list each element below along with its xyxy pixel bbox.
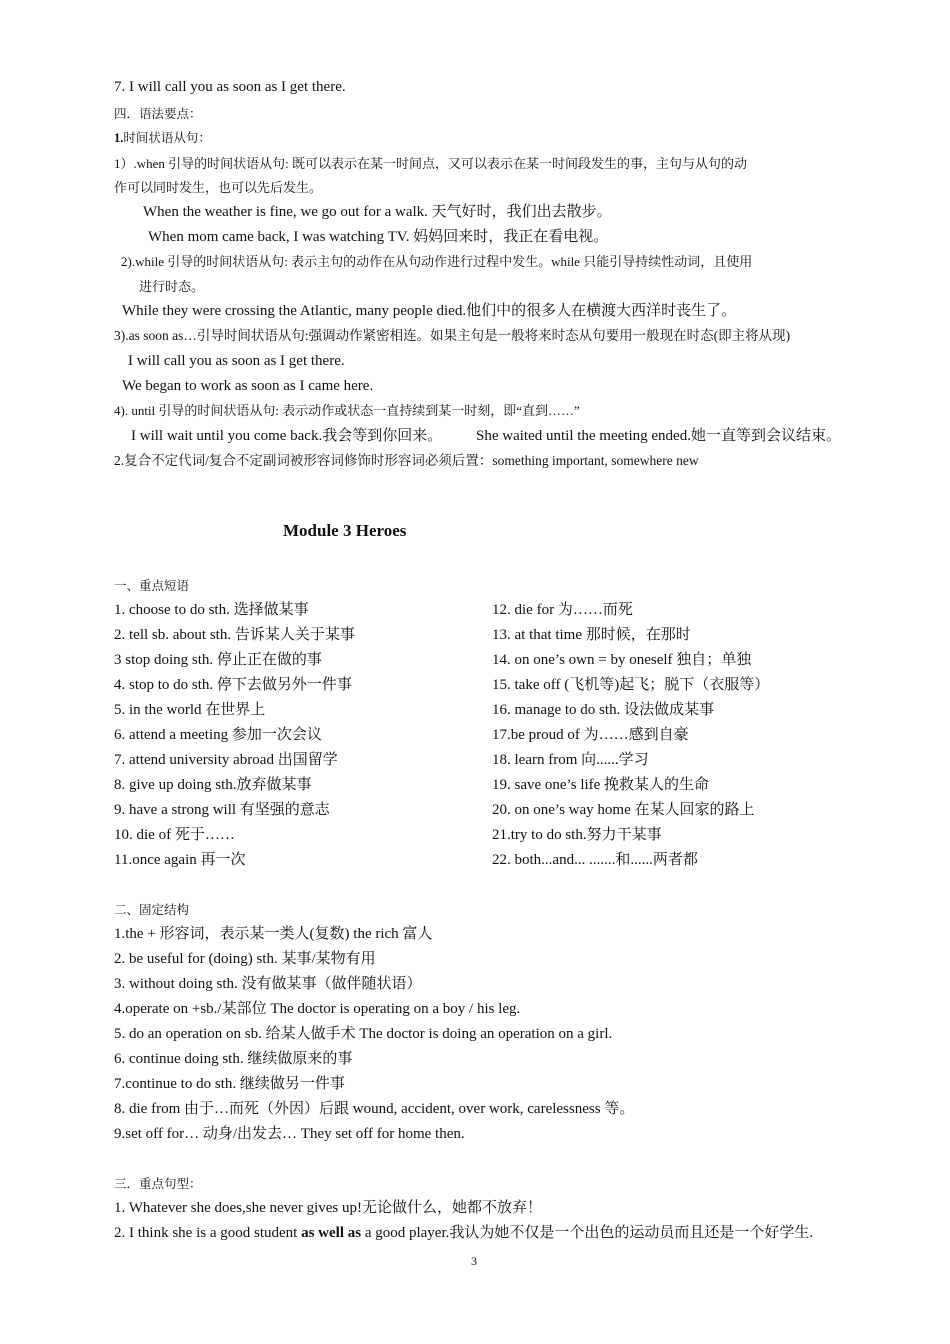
list-item: 1. choose to do sth. 选择做某事 (114, 602, 309, 618)
key-sentence (114, 1224, 813, 1242)
list-item: 20. on one’s way home 在某人回家的路上 (492, 802, 755, 818)
key-sentence: 1. Whatever she does,she never gives up!无论做什么，她都不放弃！ (114, 1200, 542, 1216)
list-item: 3. without doing sth. 没有做某事（做伴随状语） (114, 976, 422, 992)
list-item: 4.operate on +sb./某部位 The doctor is operating on a boy / his leg. (114, 1001, 521, 1017)
text-line: 7. I will call you as soon as I get there. (114, 79, 346, 95)
text-line: 3).as soon as…引导时间状语从句:强调动作紧密相连。如果主句是一般将来时态从句要用一般现在时态(即主将从现) (114, 328, 791, 343)
section-heading: 二、固定结构 (114, 903, 190, 917)
section-heading: 四．语法要点： (114, 107, 202, 121)
list-item: 18. learn from 向......学习 (492, 752, 649, 768)
example-sentence: I will wait until you come back.我会等到你回来。 (131, 428, 443, 444)
list-item: 3 stop doing sth. 停止正在做的事 (114, 652, 322, 668)
list-item: 5. do an operation on sb. 给某人做手术 The doctor is doing an operation on a girl. (114, 1026, 613, 1042)
list-item: 1.the + 形容词，表示某一类人(复数) the rich 富人 (114, 926, 433, 942)
list-item: 9.set off for… 动身/出发去… They set off for home then. (114, 1126, 465, 1142)
key-sentence-end: a good player.我认为她不仅是一个出色的运动员而且还是一个好学生. (361, 1225, 814, 1241)
list-item: 8. give up doing sth.放弃做某事 (114, 777, 312, 793)
list-item: 4. stop to do sth. 停下去做另外一件事 (114, 677, 352, 693)
subsection-label: 时间状语从句： (123, 131, 211, 145)
example-sentence: She waited until the meeting ended.她一直等到会议结束。 (476, 428, 841, 444)
list-item: 7. attend university abroad 出国留学 (114, 752, 338, 768)
example-sentence: We began to work as soon as I came here. (122, 378, 374, 394)
list-item: 19. save one’s life 挽救某人的生命 (492, 777, 710, 793)
list-item: 12. die for 为……而死 (492, 602, 633, 618)
key-sentence-start: 2. I think she is a good student (114, 1225, 302, 1241)
list-item: 15. take off (飞机等)起飞；脱下（衣服等） (492, 677, 770, 693)
key-phrase-bold: as well as (301, 1225, 362, 1241)
text-line: 进行时态。 (139, 279, 205, 294)
text-line: 4). until 引导的时间状语从句: 表示动作或状态一直持续到某一时刻，即“直到……” (114, 403, 580, 418)
example-sentence: I will call you as soon as I get there. (128, 353, 345, 369)
text-line: 1）.when 引导的时间状语从句: 既可以表示在某一时间点，又可以表示在某一时间段发生的事，主句与从句的动 (114, 156, 748, 171)
list-item: 7.continue to do sth. 继续做另一件事 (114, 1076, 345, 1092)
list-item: 10. die of 死于…… (114, 827, 235, 843)
list-item: 17.be proud of 为……感到自豪 (492, 727, 689, 743)
subsection-heading (114, 129, 211, 147)
example-sentence: When the weather is fine, we go out for a walk. 天气好时，我们出去散步。 (143, 204, 612, 220)
example-sentence: When mom came back, I was watching TV. 妈妈回来时，我正在看电视。 (148, 229, 609, 245)
text-line: 2).while 引导的时间状语从句: 表示主句的动作在从句动作进行过程中发生。while 只能引导持续性动词，且使用 (121, 254, 753, 269)
module-title: Module 3 Heroes (283, 521, 407, 540)
list-item: 2. tell sb. about sth. 告诉某人关于某事 (114, 627, 355, 643)
text-line: 2.复合不定代词/复合不定副词被形容词修饰时形容词必须后置：something important, somewhere new (114, 453, 699, 468)
list-item: 6. continue doing sth. 继续做原来的事 (114, 1051, 353, 1067)
section-heading: 一、重点短语 (114, 579, 190, 593)
list-item: 9. have a strong will 有坚强的意志 (114, 802, 330, 818)
example-sentence: While they were crossing the Atlantic, many people died.他们中的很多人在横渡大西洋时丧生了。 (122, 303, 737, 319)
list-item: 5. in the world 在世界上 (114, 702, 266, 718)
subsection-number: 1. (114, 131, 124, 145)
list-item: 21.try to do sth.努力干某事 (492, 827, 662, 843)
page-number: 3 (471, 1254, 477, 1268)
list-item: 14. on one’s own = by oneself 独自；单独 (492, 652, 752, 668)
list-item: 2. be useful for (doing) sth. 某事/某物有用 (114, 951, 376, 967)
list-item: 8. die from 由于…而死（外因）后跟 wound, accident, over work, carelessness 等。 (114, 1101, 635, 1117)
text-line: 作可以同时发生，也可以先后发生。 (114, 180, 323, 195)
list-item: 16. manage to do sth. 设法做成某事 (492, 702, 715, 718)
list-item: 6. attend a meeting 参加一次会议 (114, 727, 322, 743)
list-item: 11.once again 再一次 (114, 852, 246, 868)
section-heading: 三．重点句型： (114, 1177, 202, 1191)
list-item: 22. both...and... .......和......两者都 (492, 852, 698, 868)
list-item: 13. at that time 那时候，在那时 (492, 627, 691, 643)
